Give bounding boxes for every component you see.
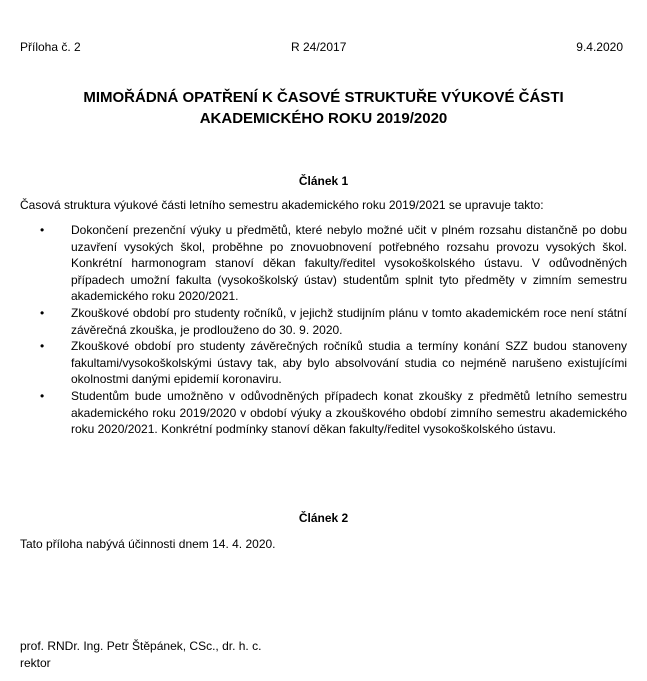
article-2-heading: Článek 2 (298, 511, 349, 525)
article-1-bullet-list (20, 222, 627, 454)
article-1-heading: Článek 1 (298, 174, 349, 188)
title-line-2: AKADEMICKÉHO ROKU 2019/2020 (199, 110, 448, 127)
title-line-1: MIMOŘÁDNÁ OPATŘENÍ K ČASOVÉ STRUKTUŘE VÝUKOVÉ ČÁSTI (83, 89, 564, 106)
document-title (20, 87, 627, 129)
list-item: • Dokončení prezenční výuky u předmětů, které nebylo možné učit v plném rozsahu distančně po dobu uzavření vysokých škol, proběhne po znovuobnovení potřebného rozsahu provozu vysokých škol. Konkrétní harmonogram stanoví děkan fakulty/ředitel vysokoškolského ústavu. V odůvodněných případech umožní fakulta (vysokoškolský ústav) studentům splnit tyto předměty v zimním semestru akademického roku 2020/2021. (20, 222, 627, 305)
reference-number: R 24/2017 (291, 40, 347, 54)
signatory-name: prof. RNDr. Ing. Petr Štěpánek, CSc., dr. h. c. (20, 639, 262, 653)
list-item: • Studentům bude umožněno v odůvodněných případech konat zkoušky z předmětů letního semestru akademického roku 2019/2020 v období výuky a zkouškového období zimního semestru akademického roku 2020/2021. Konkrétní podmínky stanoví děkan fakulty/ředitel vysokoškolského ústavu. (20, 388, 627, 454)
article-1-intro: Časová struktura výukové části letního semestru akademického roku 2019/2021 se upravuje takto: (20, 198, 544, 212)
page-header (20, 39, 623, 55)
attachment-label: Příloha č. 2 (20, 40, 81, 54)
list-item: • Zkouškové období pro studenty ročníků, v jejichž studijním plánu v tomto akademickém roce není státní závěrečná zkouška, je prodlouženo do 30. 9. 2020. (20, 305, 627, 338)
document-date: 9.4.2020 (576, 40, 623, 54)
list-item: • Zkouškové období pro studenty závěrečných ročníků studia a termíny konání SZZ budou stanoveny fakultami/vysokoškolskými ústavy tak, aby bylo absolvování studia co nejméně narušeno existujícími okolnostmi danými epidemií koronaviru. (20, 338, 627, 388)
signature-block (20, 638, 261, 672)
signatory-role: rektor (20, 656, 51, 670)
article-2-text: Tato příloha nabývá účinnosti dnem 14. 4. 2020. (20, 537, 276, 551)
